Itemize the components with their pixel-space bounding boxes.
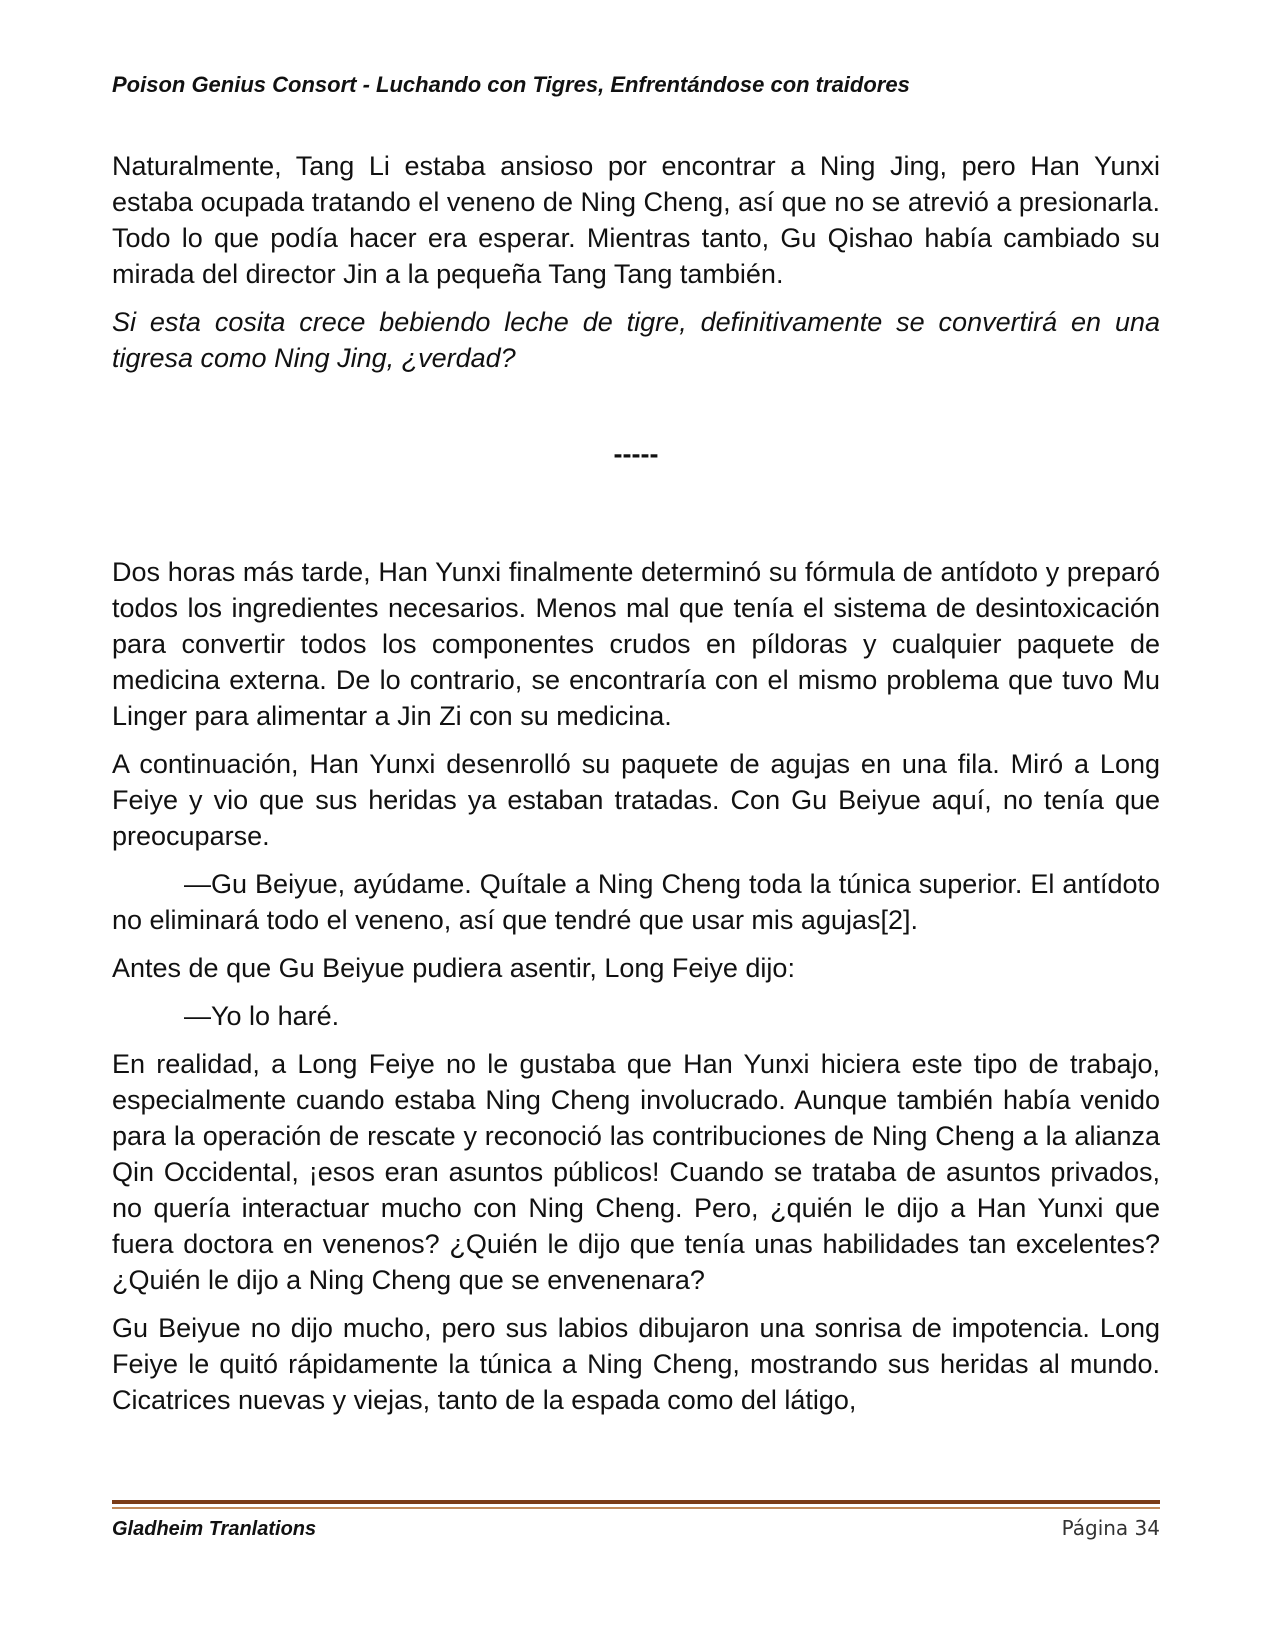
- footer-rule-thin: [112, 1507, 1160, 1509]
- paragraph: En realidad, a Long Feiye no le gustaba que Han Yunxi hiciera este tipo de trabajo, especialmente cuando estaba Ning Cheng involucrado. Aunque también había venido para la operación de rescate y reconoció las contribuciones de Ning Cheng a la alianza Qin Occidental, ¡esos eran asuntos públicos! Cuando se trataba de asuntos privados, no quería interactuar mucho con Ning Cheng. Pero, ¿quién le dijo a Han Yunxi que fuera doctora en venenos? ¿Quién le dijo que tenía unas habilidades tan excelentes? ¿Quién le dijo a Ning Cheng que se envenenara?: [112, 1049, 1160, 1295]
- translator-brand: Gladheim Tranlations: [112, 1518, 317, 1540]
- footer-rule: [112, 1500, 1160, 1509]
- header-separator: -: [356, 72, 377, 97]
- page-body: [112, 148, 1160, 1430]
- paragraph: Gu Beiyue no dijo mucho, pero sus labios dibujaron una sonrisa de impotencia. Long Feiye le quitó rápidamente la túnica a Ning Cheng, mostrando sus heridas al mundo. Cicatrices nuevas y viejas, tanto de la espada como del látigo,: [112, 1313, 1160, 1415]
- page-number: Página 34: [1061, 1516, 1160, 1540]
- series-title: Poison Genius Consort: [112, 72, 357, 97]
- chapter-title: Luchando con Tigres, Enfrentándose con traidores: [376, 72, 910, 97]
- paragraph-thought: Si esta cosita crece bebiendo leche de tigre, definitivamente se convertirá en una tigresa como Ning Jing, ¿verdad?: [112, 307, 1160, 373]
- scene-divider: -----: [613, 439, 659, 469]
- page-header: [112, 72, 1162, 98]
- page-footer: [112, 1516, 1160, 1541]
- paragraph: A continuación, Han Yunxi desenrolló su paquete de agujas en una fila. Miró a Long Feiye y vio que sus heridas ya estaban tratadas. Con Gu Beiyue aquí, no tenía que preocuparse.: [112, 749, 1160, 851]
- paragraph-dialogue: —Yo lo haré.: [184, 1001, 340, 1031]
- footer-rule-thick: [112, 1500, 1160, 1504]
- paragraph-dialogue: —Gu Beiyue, ayúdame. Quítale a Ning Cheng toda la túnica superior. El antídoto no eliminará todo el veneno, así que tendré que usar mis agujas[2].: [112, 869, 1160, 935]
- paragraph: Naturalmente, Tang Li estaba ansioso por encontrar a Ning Jing, pero Han Yunxi estaba ocupada tratando el veneno de Ning Cheng, así que no se atrevió a presionarla. Todo lo que podía hacer era esperar. Mientras tanto, Gu Qishao había cambiado su mirada del director Jin a la pequeña Tang Tang también.: [112, 151, 1160, 289]
- paragraph: Antes de que Gu Beiyue pudiera asentir, Long Feiye dijo:: [112, 953, 795, 983]
- paragraph: Dos horas más tarde, Han Yunxi finalmente determinó su fórmula de antídoto y preparó todos los ingredientes necesarios. Menos mal que tenía el sistema de desintoxicación para convertir todos los componentes crudos en píldoras y cualquier paquete de medicina externa. De lo contrario, se encontraría con el mismo problema que tuvo Mu Linger para alimentar a Jin Zi con su medicina.: [112, 557, 1160, 731]
